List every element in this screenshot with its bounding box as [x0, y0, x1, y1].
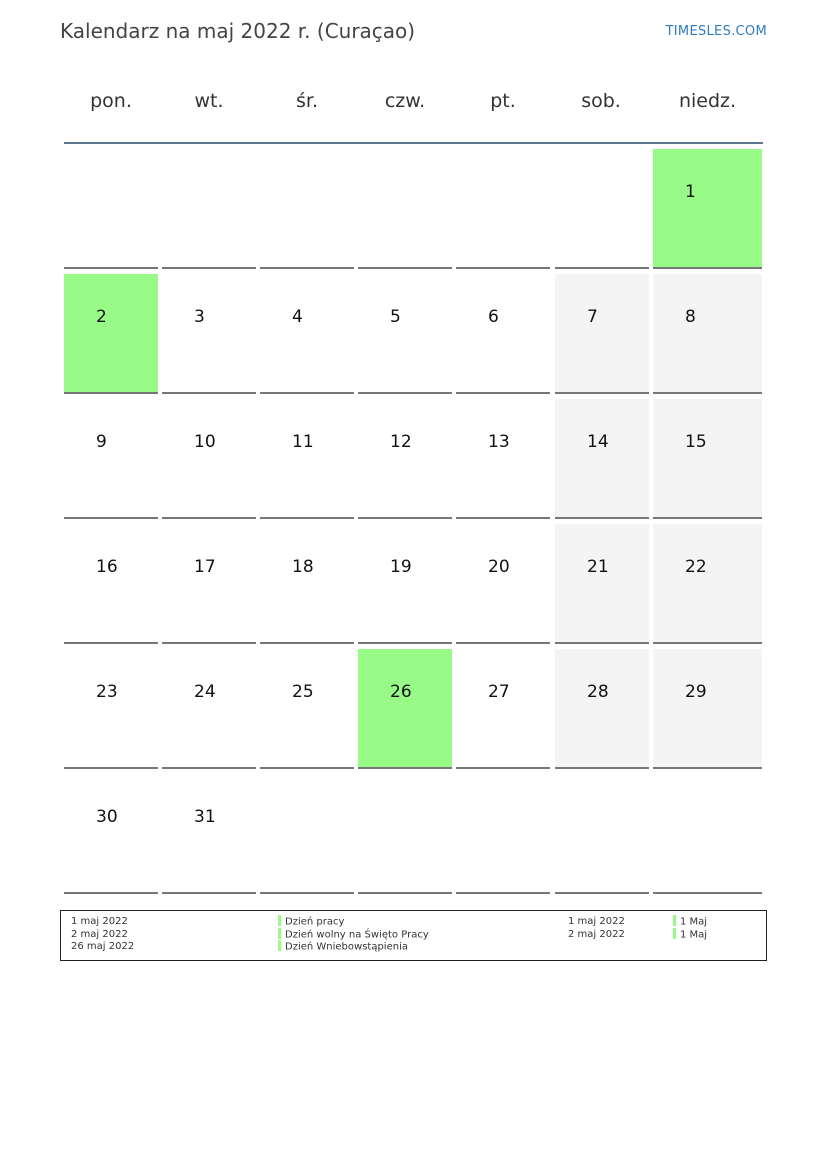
- day-number: 11: [292, 432, 314, 452]
- calendar-day-cell: [162, 399, 256, 519]
- day-number: 2: [96, 307, 107, 327]
- calendar-day-cell: [162, 274, 256, 394]
- calendar-day-cell: [64, 524, 158, 644]
- legend-date: 1 maj 2022: [568, 916, 625, 927]
- calendar-empty-cell: [358, 149, 452, 269]
- legend-holiday: [673, 916, 707, 928]
- calendar-day-cell: [358, 524, 452, 644]
- day-number: 25: [292, 682, 314, 702]
- day-number: 17: [194, 557, 216, 577]
- calendar-day-cell: [162, 524, 256, 644]
- calendar-empty-cell: [555, 774, 649, 894]
- calendar-day-cell: [456, 274, 550, 394]
- day-number: 3: [194, 307, 205, 327]
- weekday-sat: sob.: [581, 90, 621, 112]
- legend-holiday-name: Dzień pracy: [285, 916, 345, 928]
- day-number: 24: [194, 682, 216, 702]
- day-number: 16: [96, 557, 118, 577]
- holiday-color-marker: [278, 915, 281, 926]
- calendar-day-cell: [260, 399, 354, 519]
- calendar-day-cell: [456, 649, 550, 769]
- day-number: 5: [390, 307, 401, 327]
- calendar-day-cell: [456, 399, 550, 519]
- calendar-empty-cell: [64, 149, 158, 269]
- brand-logo[interactable]: TIMESLES.COM: [665, 24, 767, 39]
- calendar-day-cell: [358, 649, 452, 769]
- weekday-header-row: [64, 90, 763, 120]
- calendar-day-cell: [653, 524, 762, 644]
- calendar-day-cell: [64, 274, 158, 394]
- calendar-day-cell: [162, 774, 256, 894]
- calendar-day-cell: [260, 649, 354, 769]
- day-number: 15: [685, 432, 707, 452]
- day-number: 19: [390, 557, 412, 577]
- legend-date: 1 maj 2022: [71, 916, 128, 927]
- legend-holiday-name: Dzień Wniebowstąpienia: [285, 941, 408, 953]
- calendar-day-cell: [64, 649, 158, 769]
- day-number: 4: [292, 307, 303, 327]
- day-number: 8: [685, 307, 696, 327]
- day-number: 7: [587, 307, 598, 327]
- weekday-thu: czw.: [384, 90, 426, 112]
- day-number: 26: [390, 682, 412, 702]
- calendar-day-cell: [555, 649, 649, 769]
- day-number: 6: [488, 307, 499, 327]
- legend-date: 2 maj 2022: [71, 929, 128, 940]
- calendar-empty-cell: [260, 774, 354, 894]
- legend-holiday: [278, 929, 429, 941]
- calendar-day-cell: [555, 524, 649, 644]
- day-number: 12: [390, 432, 412, 452]
- calendar-empty-cell: [260, 149, 354, 269]
- day-number: 22: [685, 557, 707, 577]
- calendar-day-cell: [260, 524, 354, 644]
- calendar-day-cell: [653, 149, 762, 269]
- day-number: 21: [587, 557, 609, 577]
- calendar-empty-cell: [456, 149, 550, 269]
- day-number: 30: [96, 807, 118, 827]
- calendar-empty-cell: [653, 774, 762, 894]
- calendar-day-cell: [358, 399, 452, 519]
- weekday-fri: pt.: [490, 90, 516, 112]
- calendar-day-cell: [653, 274, 762, 394]
- weekday-tue: wt.: [194, 90, 224, 112]
- holiday-color-marker: [673, 915, 676, 926]
- day-number: 9: [96, 432, 107, 452]
- day-number: 23: [96, 682, 118, 702]
- calendar-empty-cell: [555, 149, 649, 269]
- calendar-empty-cell: [456, 774, 550, 894]
- legend-holiday-name: Dzień wolny na Święto Pracy: [285, 929, 429, 941]
- day-number: 10: [194, 432, 216, 452]
- calendar-empty-cell: [162, 149, 256, 269]
- day-number: 29: [685, 682, 707, 702]
- legend-date: 2 maj 2022: [568, 929, 625, 940]
- holiday-legend: [60, 910, 767, 961]
- calendar-day-cell: [653, 649, 762, 769]
- header-divider: [64, 142, 763, 144]
- weekday-wed: śr.: [295, 90, 318, 112]
- day-number: 31: [194, 807, 216, 827]
- day-number: 28: [587, 682, 609, 702]
- calendar-day-cell: [358, 274, 452, 394]
- day-number: 14: [587, 432, 609, 452]
- day-number: 1: [685, 182, 696, 202]
- calendar-day-cell: [456, 524, 550, 644]
- legend-holiday: [278, 941, 408, 953]
- page-title: Kalendarz na maj 2022 r. (Curaçao): [60, 19, 416, 43]
- holiday-color-marker: [278, 928, 281, 939]
- calendar-day-cell: [555, 274, 649, 394]
- weekday-mon: pon.: [90, 90, 132, 112]
- calendar-day-cell: [653, 399, 762, 519]
- legend-holiday-name: 1 Maj: [680, 916, 708, 928]
- day-number: 13: [488, 432, 510, 452]
- legend-holiday-name: 1 Maj: [680, 929, 708, 941]
- day-number: 27: [488, 682, 510, 702]
- holiday-color-marker: [278, 940, 281, 951]
- calendar-day-cell: [64, 774, 158, 894]
- holiday-color-marker: [673, 928, 676, 939]
- calendar-day-cell: [260, 274, 354, 394]
- legend-holiday: [278, 916, 344, 928]
- calendar-day-cell: [555, 399, 649, 519]
- day-number: 18: [292, 557, 314, 577]
- calendar-day-cell: [64, 399, 158, 519]
- weekday-sun: niedz.: [678, 90, 737, 112]
- legend-date: 26 maj 2022: [71, 941, 135, 952]
- legend-holiday: [673, 929, 707, 941]
- calendar-empty-cell: [358, 774, 452, 894]
- day-number: 20: [488, 557, 510, 577]
- calendar-day-cell: [162, 649, 256, 769]
